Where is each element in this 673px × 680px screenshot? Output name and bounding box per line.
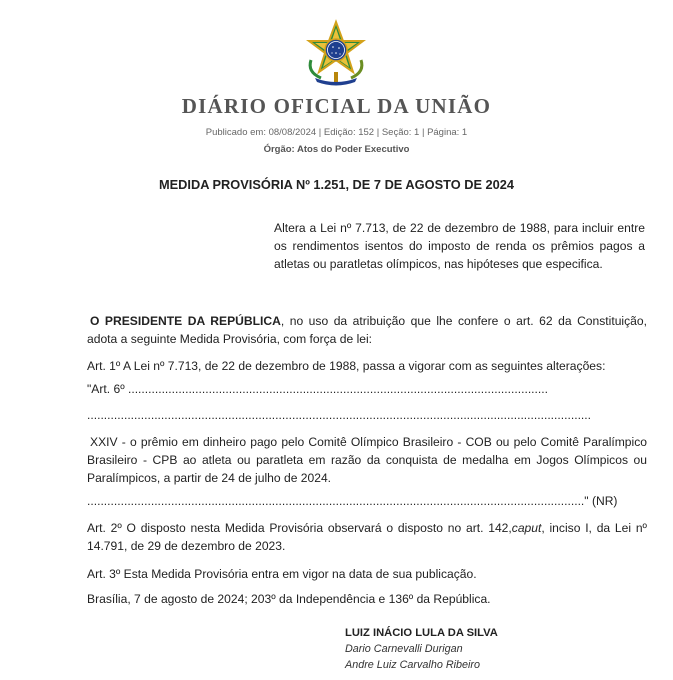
preamble-president: O PRESIDENTE DA REPÚBLICA: [90, 314, 281, 328]
signature-president: LUIZ INÁCIO LULA DA SILVA: [345, 627, 498, 639]
nr-line: ...................................................................................................................................................." (NR): [87, 494, 618, 508]
coat-of-arms-icon: [301, 20, 371, 86]
signature-minister-2: Andre Luiz Carvalho Ribeiro: [345, 659, 481, 671]
article-3: Art. 3º Esta Medida Provisória entra em vigor na data de sua publicação.: [87, 567, 477, 581]
act-heading: MEDIDA PROVISÓRIA Nº 1.251, DE 7 DE AGOSTO DE 2024: [158, 177, 515, 192]
issuing-body: Órgão: Atos do Poder Executivo: [263, 144, 410, 155]
act-summary: Altera a Lei nº 7.713, de 22 de dezembro de 1988, para incluir entre os rendimentos isentos do imposto de renda os prêmios pagos a atletas ou paratletas olímpicos, nas hipóteses que especifica.: [274, 221, 645, 271]
article-1: Art. 1º A Lei nº 7.713, de 22 de dezembro de 1988, passa a vigorar com as seguintes alterações:: [87, 359, 606, 373]
publication-meta: Publicado em: 08/08/2024 | Edição: 152 | Seção: 1 | Página: 1: [205, 127, 468, 138]
preamble: [87, 312, 647, 348]
signature-minister-1: Dario Carnevalli Durigan: [345, 643, 463, 655]
item-xxiv: [87, 433, 647, 487]
article-2: [87, 519, 647, 555]
preamble-text: , no uso da atribuição que lhe confere o art. 62 da Constituição, adota a seguinte Medida Provisória, com força de lei:: [87, 314, 647, 346]
article-2-text-b: , inciso I, da Lei nº 14.791, de 29 de dezembro de 2023.: [87, 521, 647, 553]
date-line: Brasília, 7 de agosto de 2024; 203º da Independência e 136º da República.: [87, 592, 491, 606]
item-xxiv-text: XXIV - o prêmio em dinheiro pago pelo Comitê Olímpico Brasileiro - COB ou pelo Comitê Paralímpico Brasileiro - CPB ao atleta ou paratleta em razão da conquista de medalha em Jogos Olímpicos ou Paralímpicos, a partir de 24 de julho de 2024.: [87, 435, 647, 485]
omitted-text-line: ......................................................................................................................................................: [87, 408, 592, 422]
gazette-title: DIÁRIO OFICIAL DA UNIÃO: [181, 94, 492, 118]
article-6-line: "Art. 6º .............................................................................................................................: [87, 382, 548, 396]
article-2-caput: caput: [511, 521, 542, 535]
article-2-text-a: Art. 2º O disposto nesta Medida Provisória observará o disposto no art. 142,: [87, 521, 512, 535]
